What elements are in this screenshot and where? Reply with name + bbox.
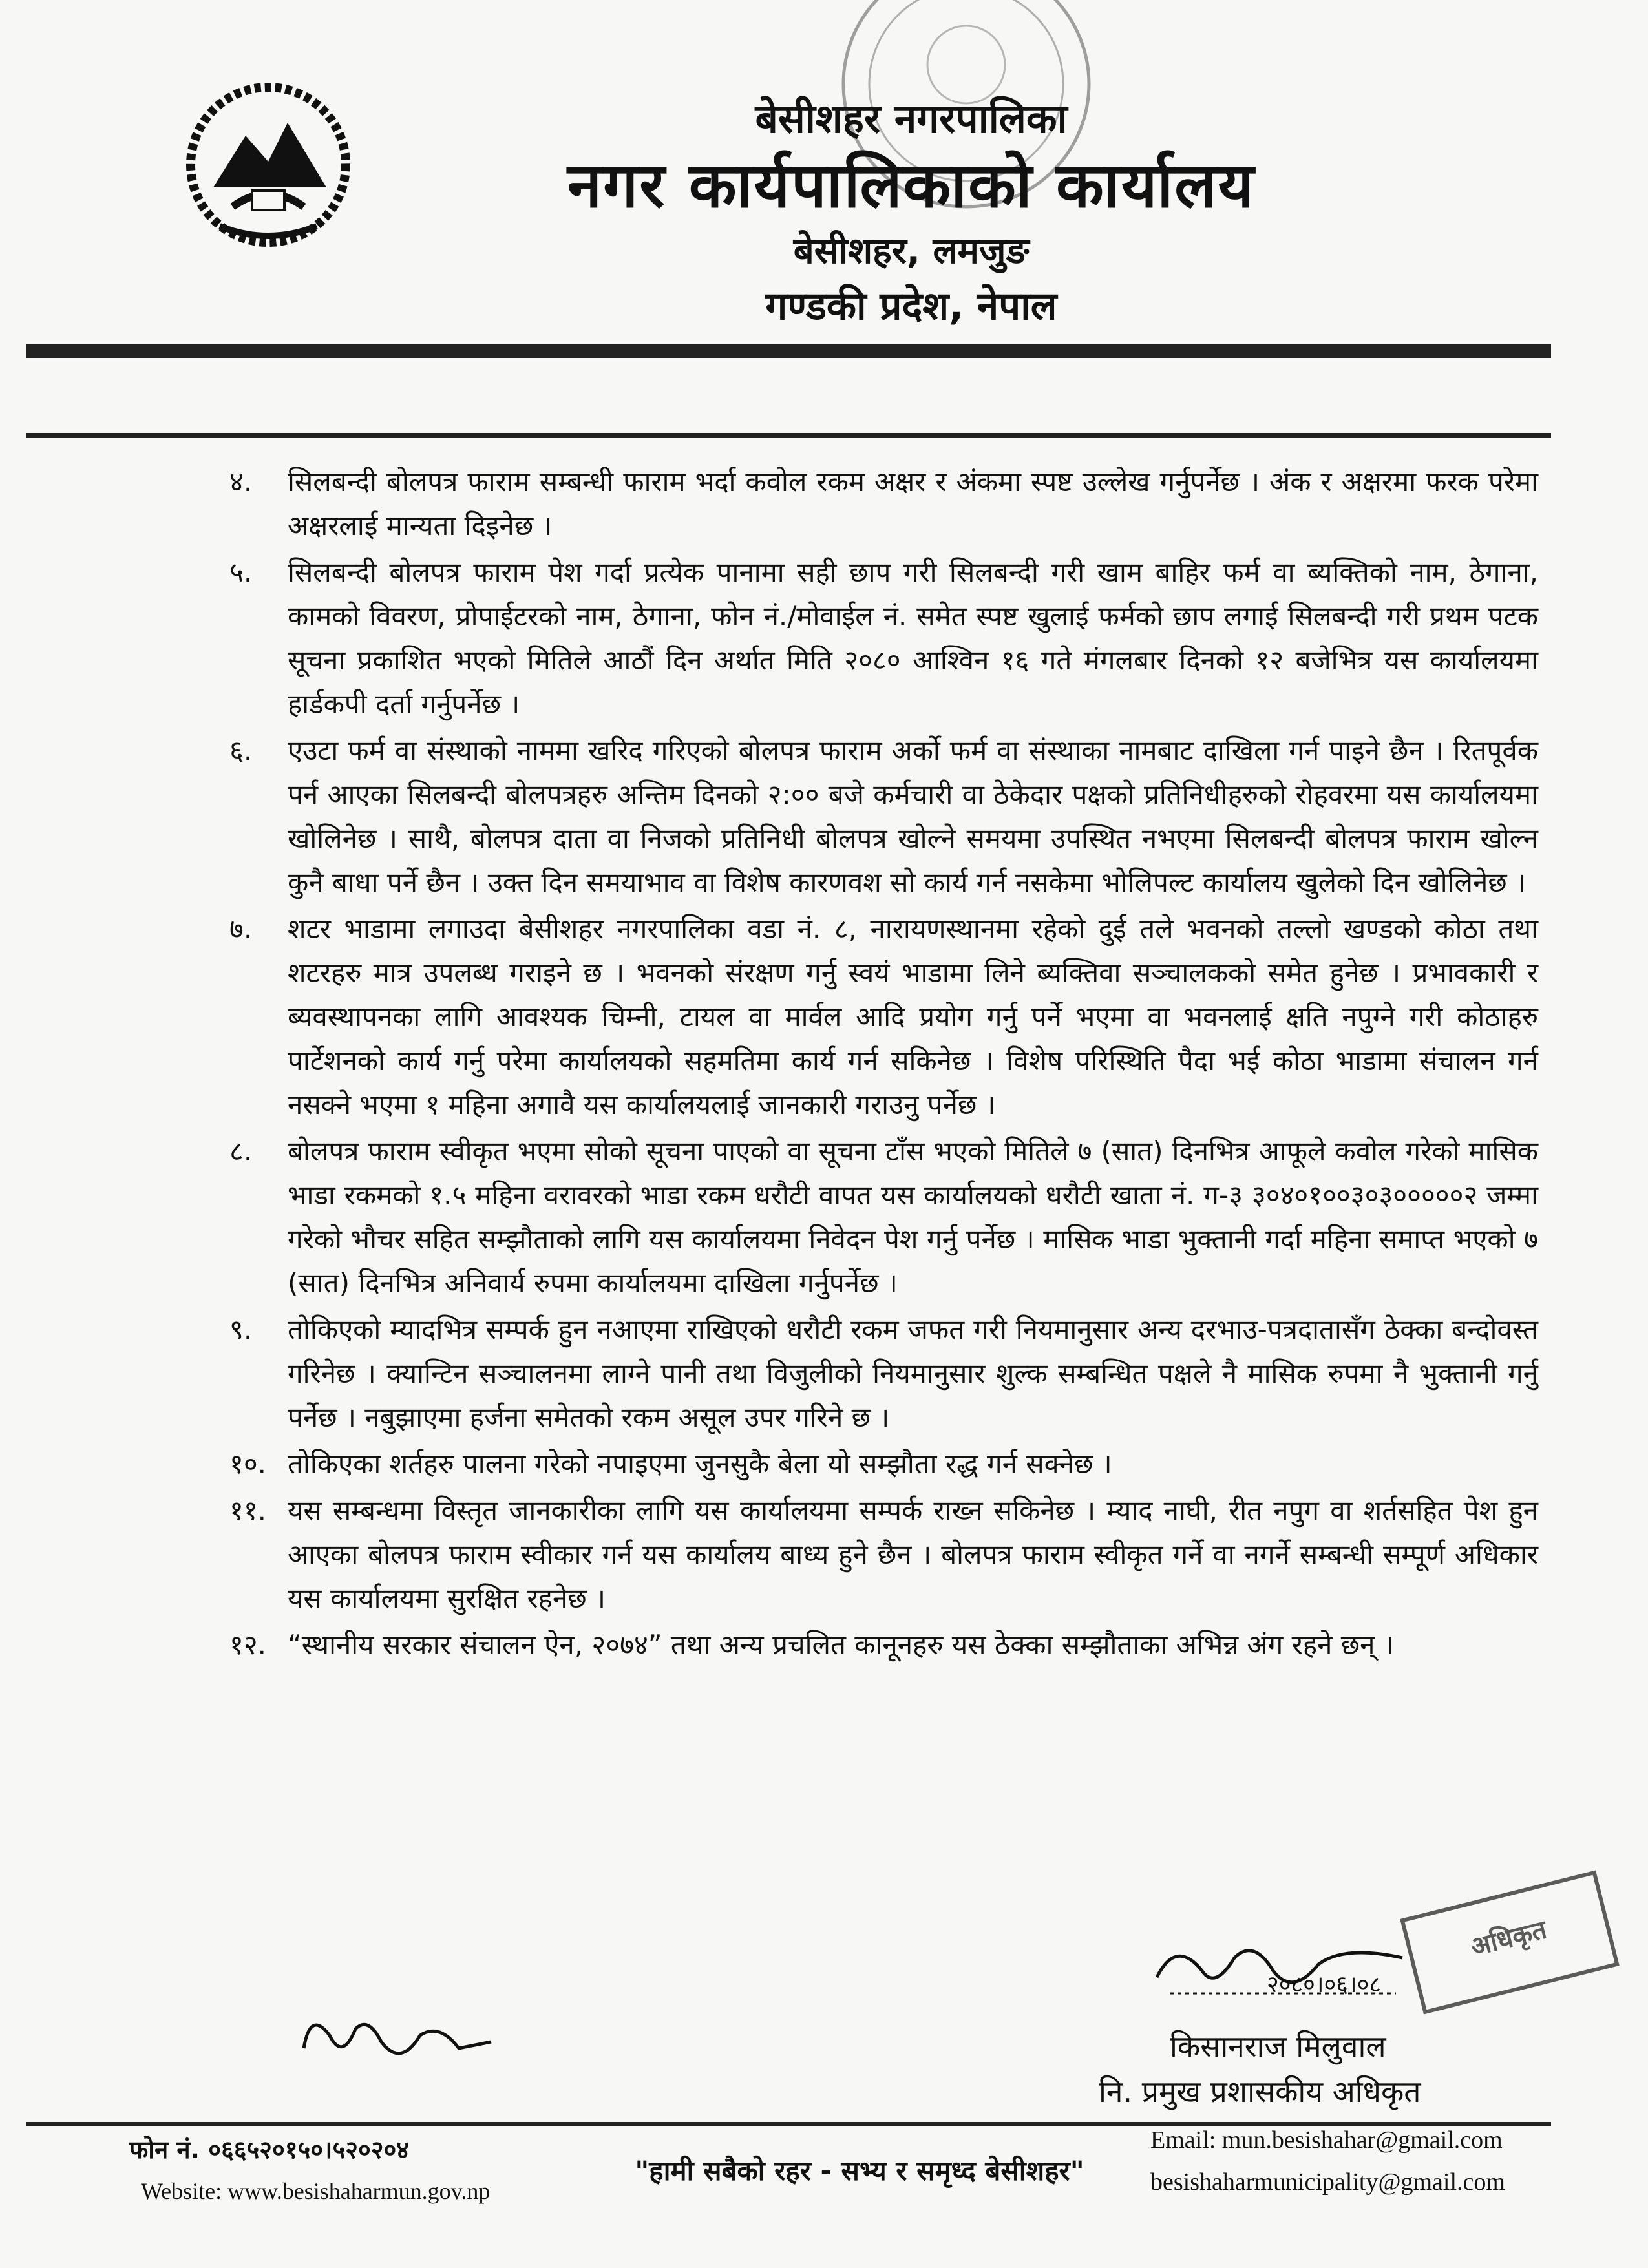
term-text: बोलपत्र फाराम स्वीकृत भएमा सोको सूचना पाएको वा सूचना टाँस भएको मितिले ७ (सात) दिनभित्र आफूले कवोल गरेको मासिक भाडा रकमको १.५ महिना वरावरको भाडा रकम धरौटी वापत यस कार्यालयको धरौटी खाता नं. ग-३ ३०४०१००३०३०००००२ जम्मा गरेको भौचर सहित सम्झौताको लागि यस कार्यालयमा निवेदन पेश गर्नु पर्नेछ । मासिक भाडा भुक्तानी गर्दा महिना समाप्त भएको ७ (सात) दिनभित्र अनिवार्य रुपमा कार्यालयमा दाखिला गर्नुपर्नेछ । bbox=[288, 1135, 1538, 1299]
nepal-emblem-logo bbox=[174, 78, 362, 252]
term-item bbox=[229, 907, 1538, 1127]
terms-list bbox=[229, 460, 1538, 1670]
term-item bbox=[229, 551, 1538, 726]
term-number: ४. bbox=[229, 466, 253, 498]
signer-name: किसानराज मिलुवाल bbox=[1170, 2029, 1386, 2064]
footer-website: Website: www.besishaharmun.gov.np bbox=[141, 2178, 491, 2204]
term-item bbox=[229, 1623, 1538, 1667]
term-item bbox=[229, 460, 1538, 548]
term-number: ११. bbox=[229, 1495, 267, 1526]
footer-slogan: "हामी सबैको रहर - सभ्य र समृध्द बेसीशहर" bbox=[635, 2155, 1084, 2187]
term-item bbox=[229, 729, 1538, 905]
term-text: तोकिएको म्यादभित्र सम्पर्क हुन नआएमा राखिएको धरौटी रकम जफत गरी नियमानुसार अन्य दरभाउ-पत्रदातासँग ठेक्का बन्दोवस्त गरिनेछ । क्यान्टिन सञ्चालनमा लाग्ने पानी तथा विजुलीको नियमानुसार शुल्क सम्बन्धित पक्षले नै मासिक रुपमा नै भुक्तानी गर्नु पर्नेछ । नबुझाएमा हर्जना समेतको रकम असूल उपर गरिने छ । bbox=[288, 1314, 1538, 1433]
footer-email-secondary: besishaharmunicipality@gmail.com bbox=[1150, 2168, 1505, 2196]
term-number: ७. bbox=[229, 913, 253, 945]
term-number: ५. bbox=[229, 556, 253, 588]
term-number: ९. bbox=[229, 1314, 253, 1345]
footer-email-primary: Email: mun.besishahar@gmail.com bbox=[1150, 2126, 1503, 2154]
term-item bbox=[229, 1308, 1538, 1440]
term-number: ८. bbox=[229, 1135, 253, 1167]
term-item bbox=[229, 1129, 1538, 1305]
term-number: ६. bbox=[229, 735, 253, 766]
header-divider-thick bbox=[26, 344, 1551, 358]
officer-stamp: अधिकृत bbox=[1400, 1871, 1620, 2015]
term-number: १०. bbox=[229, 1448, 267, 1480]
header-divider-thin bbox=[26, 433, 1551, 438]
term-text: यस सम्बन्धमा विस्तृत जानकारीका लागि यस कार्यालयमा सम्पर्क राख्न सकिनेछ । म्याद नाघी, रीत नपुग वा शर्तसहित पेश हुन आएका बोलपत्र फाराम स्वीकार गर्न यस कार्यालय बाध्य हुने छैन । बोलपत्र फाराम स्वीकृत गर्ने वा नगर्ने सम्बन्धी सम्पूर्ण अधिकार यस कार्यालयमा सुरक्षित रहनेछ । bbox=[288, 1495, 1538, 1614]
footer-phone: फोन नं. ०६६५२०१५०।५२०२०४ bbox=[129, 2136, 410, 2164]
office-title: नगर कार्यपालिकाको कार्यालय bbox=[567, 149, 1256, 222]
term-text: शटर भाडामा लगाउदा बेसीशहर नगरपालिका वडा नं. ८, नारायणस्थानमा रहेको दुई तले भवनको तल्लो खण्डको कोठा तथा शटरहरु मात्र उपलब्ध गराइने छ । भवनको संरक्षण गर्नु स्वयं भाडामा लिने ब्यक्तिवा सञ्चालकको समेत हुनेछ । प्रभावकारी र ब्यवस्थापनका लागि आवश्यक चिम्नी, टायल वा मार्वल आदि प्रयोग गर्नु पर्ने भएमा वा भवनलाई क्षति नपुग्ने गरी कोठाहरु पार्टेशनको कार्य गर्नु परेमा कार्यालयको सहमतिमा कार्य गर्न सकिनेछ । विशेष परिस्थिति पैदा भई कोठा भाडामा संचालन गर्न नसक्ने भएमा १ महिना अगावै यस कार्यालयलाई जानकारी गराउनु पर्नेछ । bbox=[288, 913, 1538, 1120]
term-item bbox=[229, 1489, 1538, 1621]
term-text: एउटा फर्म वा संस्थाको नाममा खरिद गरिएको बोलपत्र फाराम अर्को फर्म वा संस्थाका नामबाट दाखिला गर्न पाइने छैन । रितपूर्वक पर्न आएका सिलबन्दी बोलपत्रहरु अन्तिम दिनको २:०० बजे कर्मचारी वा ठेकेदार पक्षको प्रतिनिधीहरुको रोहवरमा यस कार्यालयमा खोलिनेछ । साथै, बोलपत्र दाता वा निजको प्रतिनिधी बोलपत्र खोल्ने समयमा उपस्थित नभएमा सिलबन्दी बोलपत्र फाराम खोल्न कुनै बाधा पर्ने छैन । उक्त दिन समयाभाव वा विशेष कारणवश सो कार्य गर्न नसकेमा भोलिपल्ट कार्यालय खुलेको दिन खोलिनेछ । bbox=[288, 735, 1538, 898]
term-number: १२. bbox=[229, 1629, 267, 1661]
signer-title: नि. प्रमुख प्रशासकीय अधिकृत bbox=[1099, 2074, 1421, 2109]
term-text: तोकिएका शर्तहरु पालना गरेको नपाइएमा जुनसुकै बेला यो सम्झौता रद्ध गर्न सक्नेछ । bbox=[288, 1448, 1112, 1480]
office-location: बेसीशहर, लमजुङ bbox=[793, 230, 1030, 272]
signature-date: २०८०।०६।०८ bbox=[1267, 1971, 1382, 1998]
left-signature bbox=[291, 1997, 504, 2081]
term-text: सिलबन्दी बोलपत्र फाराम सम्बन्धी फाराम भर्दा कवोल रकम अक्षर र अंकमा स्पष्ट उल्लेख गर्नुपर्नेछ । अंक र अक्षरमा फरक परेमा अक्षरलाई मान्यता दिइनेछ । bbox=[288, 466, 1538, 541]
municipality-name: बेसीशहर नगरपालिका bbox=[755, 95, 1068, 142]
term-item bbox=[229, 1442, 1538, 1486]
term-text: सिलबन्दी बोलपत्र फाराम पेश गर्दा प्रत्येक पानामा सही छाप गरी सिलबन्दी गरी खाम बाहिर फर्म वा ब्यक्तिको नाम, ठेगाना, कामको विवरण, प्रोपाईटरको नाम, ठेगाना, फोन नं./मोवाईल नं. समेत स्पष्ट खुलाई फर्मको छाप लगाई सिलबन्दी गरी प्रथम पटक सूचना प्रकाशित भएको मितिले आठौं दिन अर्थात मिति २०८० आश्विन १६ गते मंगलबार दिनको १२ बजेभित्र यस कार्यालयमा हार्डकपी दर्ता गर्नुपर्नेछ । bbox=[288, 556, 1538, 720]
term-text: “स्थानीय सरकार संचालन ऐन, २०७४” तथा अन्य प्रचलित कानूनहरु यस ठेक्का सम्झौताका अभिन्न अंग रहने छन् । bbox=[288, 1629, 1394, 1661]
province-name: गण्डकी प्रदेश, नेपाल bbox=[765, 284, 1057, 329]
